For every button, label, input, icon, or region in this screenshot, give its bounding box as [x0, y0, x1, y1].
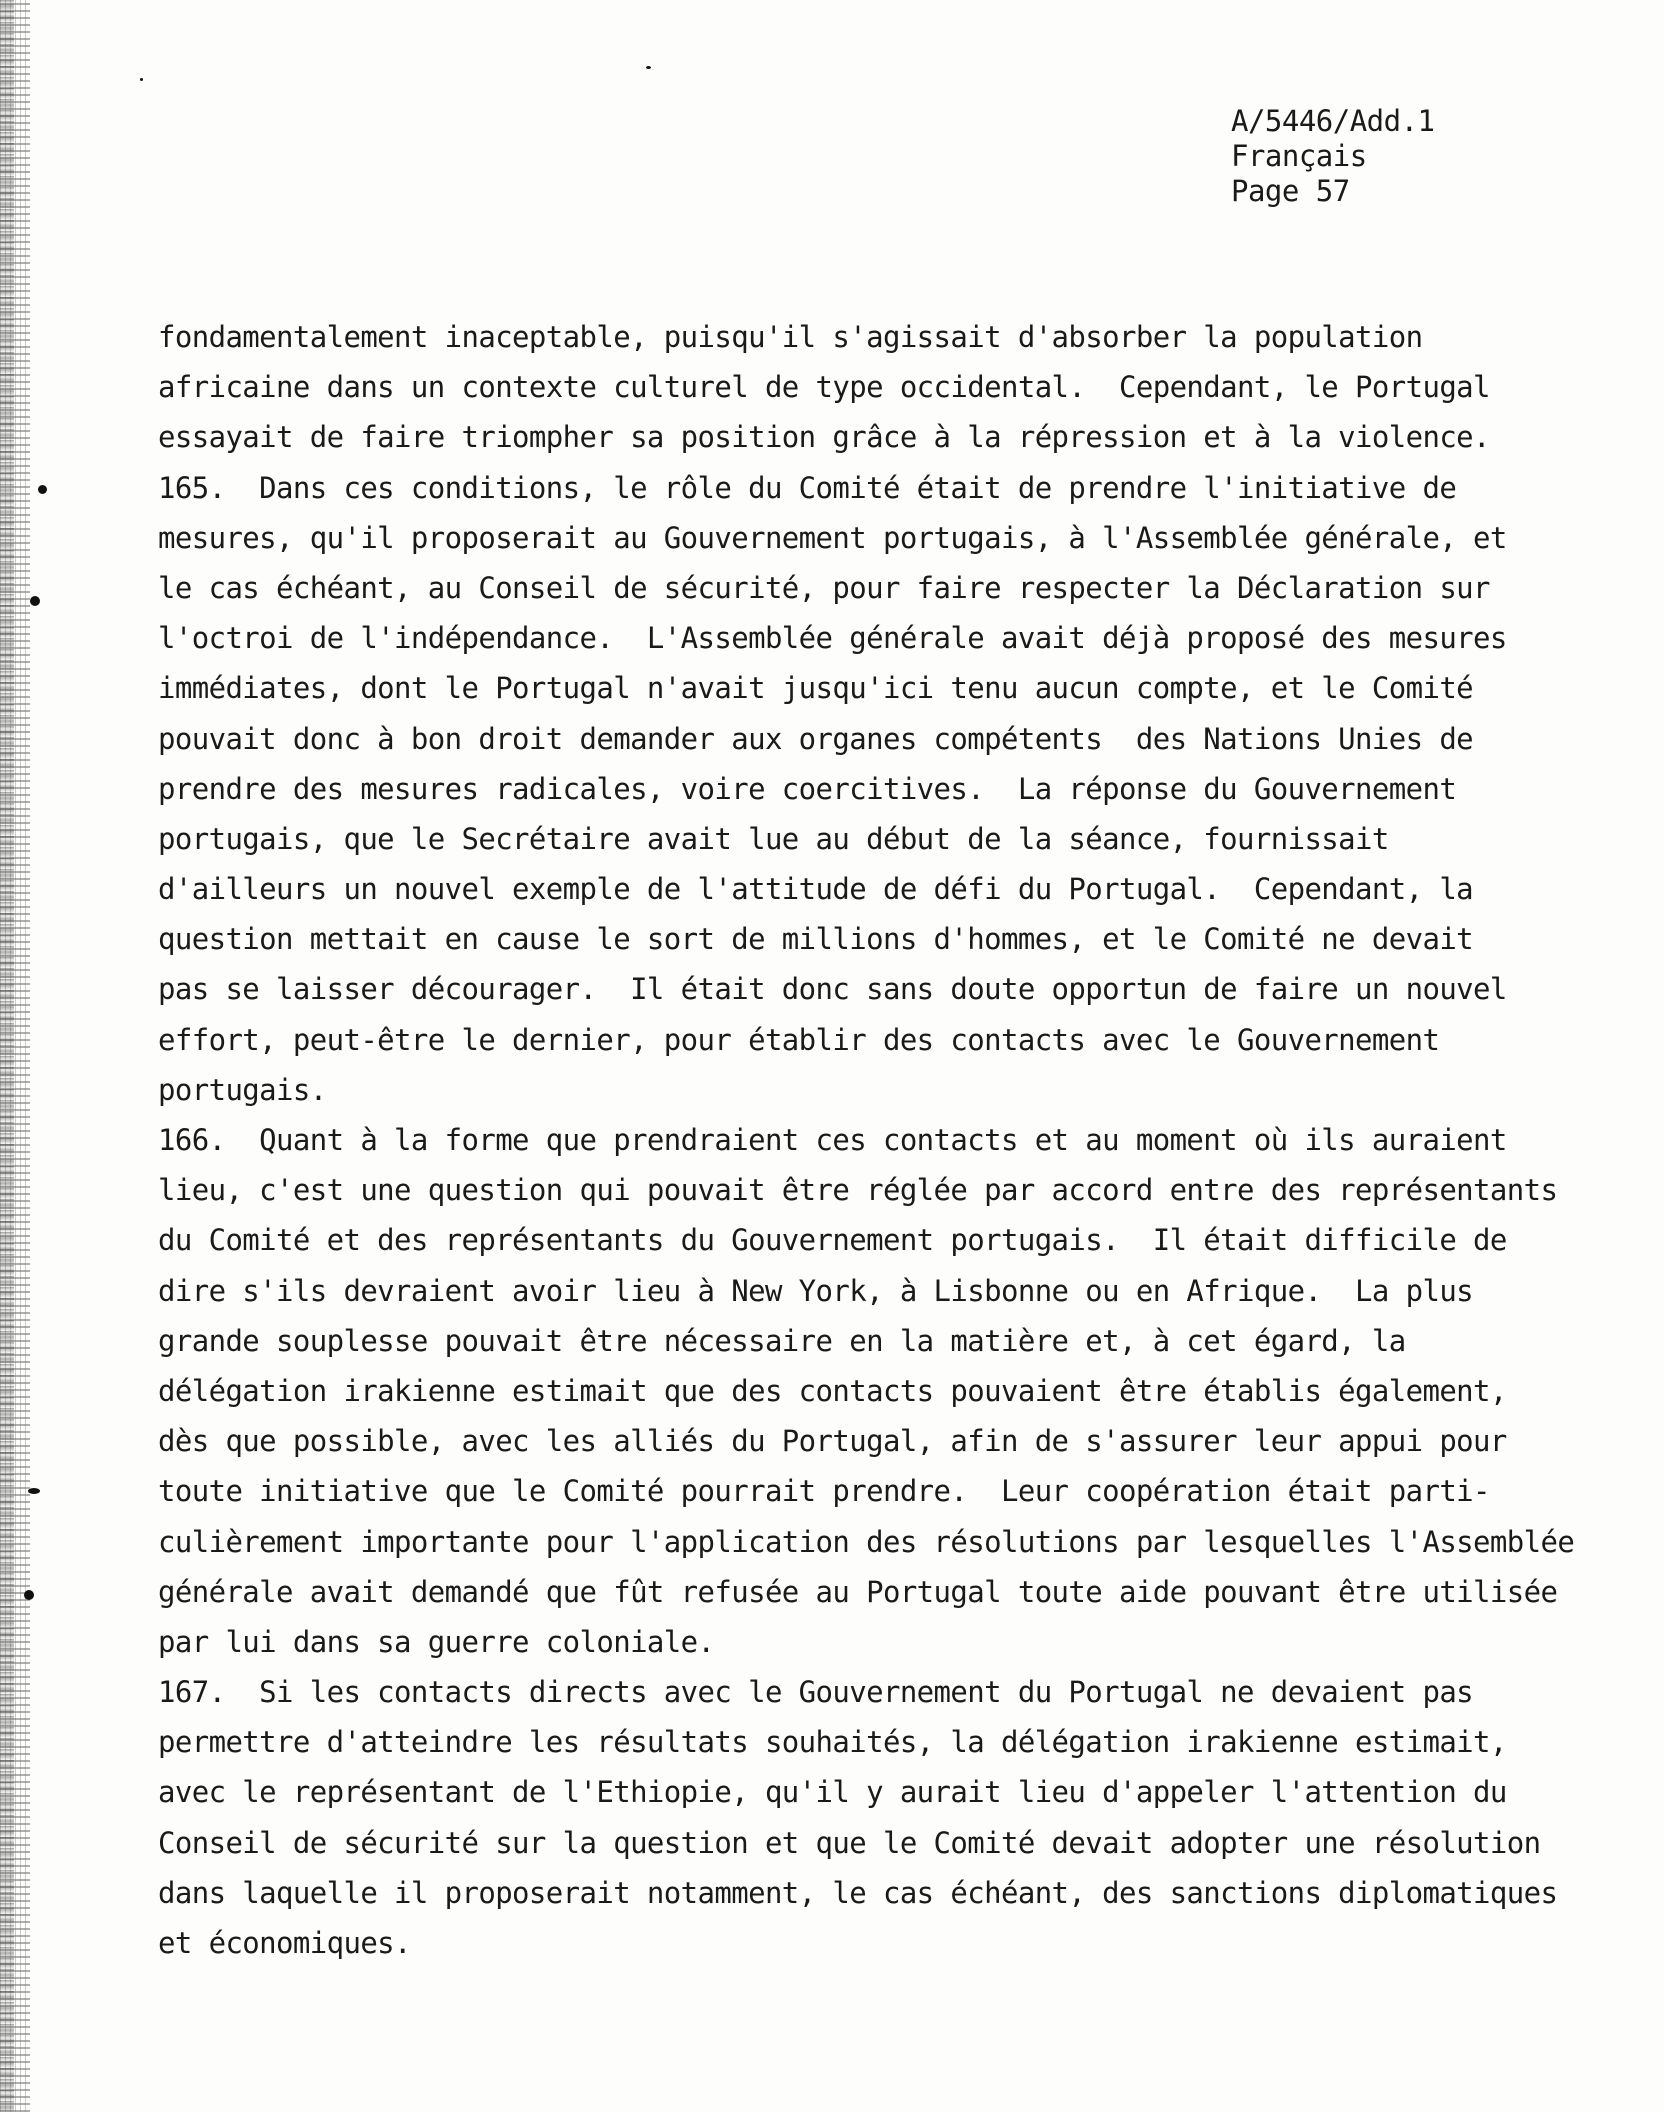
- text-line: immédiates, dont le Portugal n'avait jusqu'ici tenu aucun compte, et le Comité: [158, 671, 1474, 706]
- text-line: le cas échéant, au Conseil de sécurité, pour faire respecter la Déclaration sur: [158, 570, 1490, 605]
- text-line: permettre d'atteindre les résultats souhaités, la délégation irakienne estimait,: [158, 1725, 1507, 1760]
- text-line: lieu, c'est une question qui pouvait être réglée par accord entre des représentants: [158, 1173, 1558, 1208]
- text-line: pas se laisser décourager. Il était donc sans doute opportun de faire un nouvel: [158, 972, 1507, 1007]
- document-language: Français: [1231, 139, 1367, 173]
- text-line: essayait de faire triompher sa position grâce à la répression et à la violence.: [158, 420, 1490, 455]
- text-line: fondamentalement inaceptable, puisqu'il s'agissait d'absorber la population: [158, 320, 1423, 354]
- text-line: culièrement importante pour l'application des résolutions par lesquelles l'Assemblée: [158, 1524, 1575, 1559]
- scan-speck: [30, 596, 40, 606]
- text-line: Conseil de sécurité sur la question et que le Comité devait adopter une résolution: [158, 1825, 1541, 1860]
- scan-speck: [24, 1590, 34, 1600]
- text-line: mesures, qu'il proposerait au Gouvernement portugais, à l'Assemblée générale, et: [158, 520, 1507, 555]
- scan-speck: [38, 485, 47, 494]
- text-line: dès que possible, avec les alliés du Portugal, afin de s'assurer leur appui pour: [158, 1424, 1507, 1459]
- text-line: générale avait demandé que fût refusée au Portugal toute aide pouvant être utilisée: [158, 1574, 1558, 1609]
- text-line: délégation irakienne estimait que des contacts pouvaient être établis également,: [158, 1373, 1507, 1408]
- text-line: africaine dans un contexte culturel de type occidental. Cependant, le Portugal: [158, 370, 1490, 405]
- text-line: dire s'ils devraient avoir lieu à New York, à Lisbonne ou en Afrique. La plus: [158, 1273, 1474, 1308]
- text-line: toute initiative que le Comité pourrait prendre. Leur coopération était parti-: [158, 1474, 1490, 1509]
- text-line: grande souplesse pouvait être nécessaire en la matière et, à cet égard, la: [158, 1323, 1406, 1358]
- scan-speck: [646, 66, 651, 69]
- scan-speck: [140, 78, 143, 81]
- text-line: du Comité et des représentants du Gouvernement portugais. Il était difficile de: [158, 1223, 1507, 1258]
- text-line: et économiques.: [158, 1926, 411, 1960]
- text-line: portugais, que le Secrétaire avait lue au début de la séance, fournissait: [158, 821, 1389, 856]
- document-header: [1231, 104, 1435, 209]
- text-line: d'ailleurs un nouvel exemple de l'attitude de défi du Portugal. Cependant, la: [158, 872, 1474, 907]
- body-text: [158, 312, 1578, 1968]
- text-line: pouvait donc à bon droit demander aux organes compétents des Nations Unies de: [158, 721, 1474, 756]
- text-line: dans laquelle il proposerait notamment, le cas échéant, des sanctions diplomatiques: [158, 1875, 1558, 1910]
- text-line: question mettait en cause le sort de millions d'hommes, et le Comité ne devait: [158, 922, 1474, 957]
- text-line: 166. Quant à la forme que prendraient ces contacts et au moment où ils auraient: [158, 1123, 1507, 1157]
- text-line: par lui dans sa guerre coloniale.: [158, 1624, 715, 1659]
- text-line: l'octroi de l'indépendance. L'Assemblée générale avait déjà proposé des mesures: [158, 621, 1507, 656]
- text-line: 167. Si les contacts directs avec le Gouvernement du Portugal ne devaient pas: [158, 1675, 1474, 1710]
- text-line: effort, peut-être le dernier, pour établir des contacts avec le Gouvernement: [158, 1022, 1440, 1057]
- document-symbol: A/5446/Add.1: [1231, 104, 1435, 138]
- text-line: avec le représentant de l'Ethiopie, qu'il y aurait lieu d'appeler l'attention du: [158, 1775, 1507, 1810]
- text-line: prendre des mesures radicales, voire coercitives. La réponse du Gouvernement: [158, 771, 1457, 806]
- text-line: portugais.: [158, 1072, 327, 1107]
- text-line: 165. Dans ces conditions, le rôle du Comité était de prendre l'initiative de: [158, 470, 1457, 505]
- scan-speck: [28, 1488, 40, 1494]
- page-number: Page 57: [1231, 174, 1350, 208]
- scan-margin-shadow: [0, 0, 14, 2112]
